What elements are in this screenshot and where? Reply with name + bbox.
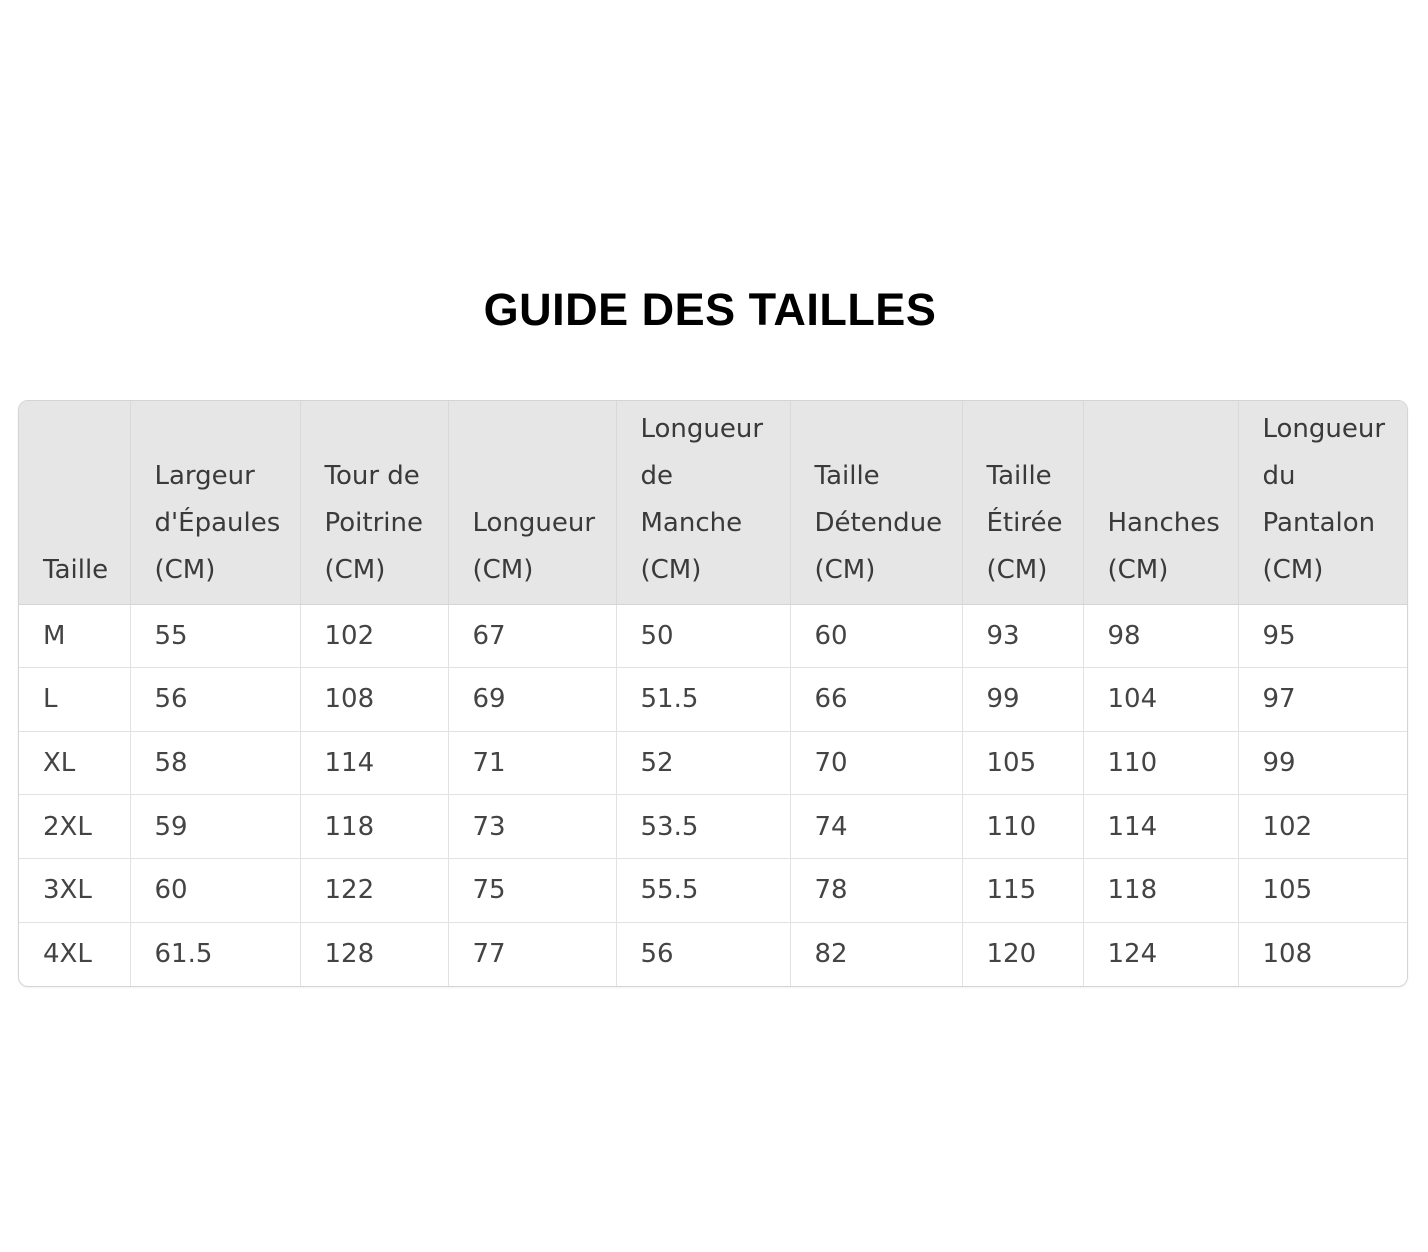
- header-longueur-pantalon: Longueur du Pantalon (CM): [1238, 401, 1408, 604]
- header-longueur: Longueur (CM): [448, 401, 616, 604]
- header-hanches: Hanches (CM): [1083, 401, 1238, 604]
- header-row: [19, 401, 1408, 604]
- measurement-cell: 56: [616, 922, 790, 986]
- page-title: GUIDE DES TAILLES: [483, 284, 937, 335]
- size-cell: XL: [19, 731, 130, 795]
- measurement-cell: 51.5: [616, 668, 790, 732]
- measurement-cell: 124: [1083, 922, 1238, 986]
- measurement-cell: 55.5: [616, 859, 790, 923]
- table-row: [19, 795, 1408, 859]
- size-guide-table: [19, 401, 1408, 986]
- measurement-cell: 52: [616, 731, 790, 795]
- measurement-cell: 73: [448, 795, 616, 859]
- table-row: [19, 668, 1408, 732]
- header-taille-detendue: Taille Détendue (CM): [790, 401, 962, 604]
- measurement-cell: 98: [1083, 604, 1238, 668]
- header-tour-poitrine: Tour de Poitrine (CM): [300, 401, 448, 604]
- measurement-cell: 122: [300, 859, 448, 923]
- header-largeur-epaules: Largeur d'Épaules (CM): [130, 401, 300, 604]
- measurement-cell: 66: [790, 668, 962, 732]
- table-row: [19, 859, 1408, 923]
- header-longueur-manche: Longueur de Manche (CM): [616, 401, 790, 604]
- measurement-cell: 69: [448, 668, 616, 732]
- measurement-cell: 93: [962, 604, 1083, 668]
- measurement-cell: 78: [790, 859, 962, 923]
- size-cell: 4XL: [19, 922, 130, 986]
- measurement-cell: 120: [962, 922, 1083, 986]
- measurement-cell: 50: [616, 604, 790, 668]
- size-cell: M: [43, 620, 66, 651]
- table-body: [19, 604, 1408, 986]
- measurement-cell: 55: [130, 604, 300, 668]
- size-cell: 3XL: [19, 859, 130, 923]
- measurement-cell: 59: [130, 795, 300, 859]
- measurement-cell: 99: [962, 668, 1083, 732]
- measurement-cell: 71: [448, 731, 616, 795]
- measurement-cell: 108: [1238, 922, 1408, 986]
- measurement-cell: 110: [1083, 731, 1238, 795]
- measurement-cell: 118: [1083, 859, 1238, 923]
- measurement-cell: 99: [1238, 731, 1408, 795]
- measurement-cell: 102: [1238, 795, 1408, 859]
- measurement-cell: 60: [790, 604, 962, 668]
- size-guide-table-container: [18, 400, 1408, 987]
- measurement-cell: 74: [790, 795, 962, 859]
- table-header: [19, 401, 1408, 604]
- measurement-cell: 60: [130, 859, 300, 923]
- size-cell: 2XL: [19, 795, 130, 859]
- measurement-cell: 110: [962, 795, 1083, 859]
- measurement-cell: 53.5: [616, 795, 790, 859]
- measurement-cell: 75: [448, 859, 616, 923]
- table-row: [19, 922, 1408, 986]
- measurement-cell: 58: [130, 731, 300, 795]
- measurement-cell: 70: [790, 731, 962, 795]
- header-taille: Taille: [19, 401, 130, 604]
- measurement-cell: 95: [1238, 604, 1408, 668]
- measurement-cell: 97: [1238, 668, 1408, 732]
- measurement-cell: 77: [448, 922, 616, 986]
- measurement-cell: 102: [300, 604, 448, 668]
- measurement-cell: 61.5: [130, 922, 300, 986]
- measurement-cell: 108: [300, 668, 448, 732]
- measurement-cell: 114: [1083, 795, 1238, 859]
- size-cell: L: [19, 668, 130, 732]
- measurement-cell: 104: [1083, 668, 1238, 732]
- measurement-cell: 115: [962, 859, 1083, 923]
- measurement-cell: 82: [790, 922, 962, 986]
- table-row: [19, 731, 1408, 795]
- measurement-cell: 105: [1238, 859, 1408, 923]
- table-row: [19, 604, 1408, 668]
- measurement-cell: 105: [962, 731, 1083, 795]
- measurement-cell: 56: [130, 668, 300, 732]
- measurement-cell: 118: [300, 795, 448, 859]
- measurement-cell: 114: [300, 731, 448, 795]
- measurement-cell: 128: [300, 922, 448, 986]
- header-taille-etiree: Taille Étirée (CM): [962, 401, 1083, 604]
- measurement-cell: 67: [448, 604, 616, 668]
